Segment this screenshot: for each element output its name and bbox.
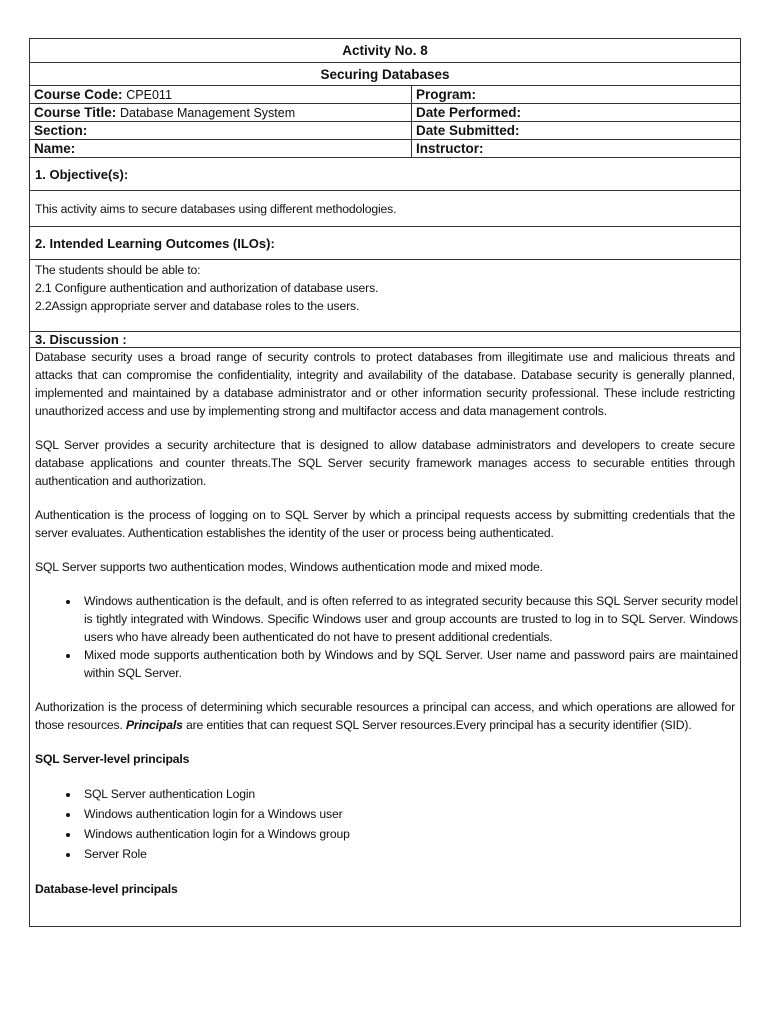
course-title-cell (30, 104, 412, 121)
course-code-value: CPE011 (126, 88, 172, 102)
server-principals-title: SQL Server-level principals (35, 752, 190, 766)
discussion-paragraph: Database security uses a broad range of security controls to protect databases from illegitimate use and malicious threats and attacks that can compromise the confidentiality, integrity and availability of the database. Database security is generally planned, implemented and maintained by a database administrator and or other information security professional. These include restricting unauthorized access and use by implementing strong and multifactor access and data management controls. (35, 350, 735, 418)
ilos-heading-row (30, 227, 740, 260)
authorization-text-start: Authorization is the process of determining which securable resources a principal can access, and which operations are allowed for those resources. (35, 700, 735, 732)
principals-emphasis: Principals (125, 718, 183, 732)
auth-modes-list (30, 592, 740, 682)
objectives-text: This activity aims to secure databases using different methodologies. (30, 191, 740, 227)
authorization-text-end: are entities that can request SQL Server resources.Every principal has a security identifier (SID). (182, 718, 692, 732)
ilos-line: 2.1 Configure authentication and authorization of database users. (35, 281, 379, 295)
course-code-cell (30, 86, 412, 103)
objectives-title: 1. Objective(s): (35, 167, 129, 182)
activity-title: Securing Databases (30, 63, 740, 86)
discussion-title: 3. Discussion : (35, 332, 127, 347)
date-performed-label: Date Performed: (416, 105, 522, 120)
discussion-paragraph: SQL Server provides a security architecture that is designed to allow database administrators and developers to create secure database applications and counter threats.The SQL Server security framework manages access to securable entities through authentication and authorization. (35, 438, 735, 488)
date-submitted-label: Date Submitted: (416, 123, 520, 138)
section-label: Section: (30, 122, 412, 139)
ilos-title: 2. Intended Learning Outcomes (ILOs): (35, 236, 275, 251)
list-item: • SQL Server authentication Login (80, 784, 740, 804)
list-item: • Mixed mode supports authentication both by Windows and by SQL Server. User name and password pairs are maintained within SQL Server. (80, 646, 740, 682)
ilos-line: 2.2Assign appropriate server and database roles to the users. (35, 299, 360, 313)
server-principals-list (30, 784, 740, 864)
objectives-heading-row (30, 158, 740, 191)
ilos-body (30, 260, 740, 332)
list-item: • Windows authentication is the default, and is often referred to as integrated security because this SQL Server security model is tightly integrated with Windows. Specific Windows user and group accounts are trusted to log in to SQL Server. Windows users who have already been authenticated do not have to present additional credentials. (80, 592, 740, 646)
info-row-3 (30, 122, 740, 140)
discussion-body (30, 348, 740, 926)
activity-number: Activity No. 8 (30, 39, 740, 63)
activity-sheet (29, 38, 741, 927)
program-label: Program: (416, 87, 477, 102)
discussion-paragraph: SQL Server supports two authentication modes, Windows authentication mode and mixed mode. (35, 560, 543, 574)
info-row-2 (30, 104, 740, 122)
list-item: • Windows authentication login for a Windows user (80, 804, 740, 824)
info-row-1 (30, 86, 740, 104)
info-row-4 (30, 140, 740, 158)
name-label: Name: (30, 140, 412, 157)
course-code-label: Course Code: (34, 87, 123, 102)
instructor-label: Instructor: (416, 141, 484, 156)
list-item: • Windows authentication login for a Windows group (80, 824, 740, 844)
ilos-line: The students should be able to: (35, 263, 201, 277)
database-principals-title: Database-level principals (35, 882, 178, 896)
discussion-heading-row (30, 332, 740, 348)
course-title-value: Database Management System (120, 106, 296, 120)
list-item: • Server Role (80, 844, 740, 864)
authorization-paragraph (30, 698, 740, 734)
discussion-paragraph: Authentication is the process of logging on to SQL Server by which a principal requests access by submitting credentials that the server evaluates. Authentication establishes the identity of the user or process being authenticated. (35, 508, 735, 540)
course-title-label: Course Title: (34, 105, 117, 120)
